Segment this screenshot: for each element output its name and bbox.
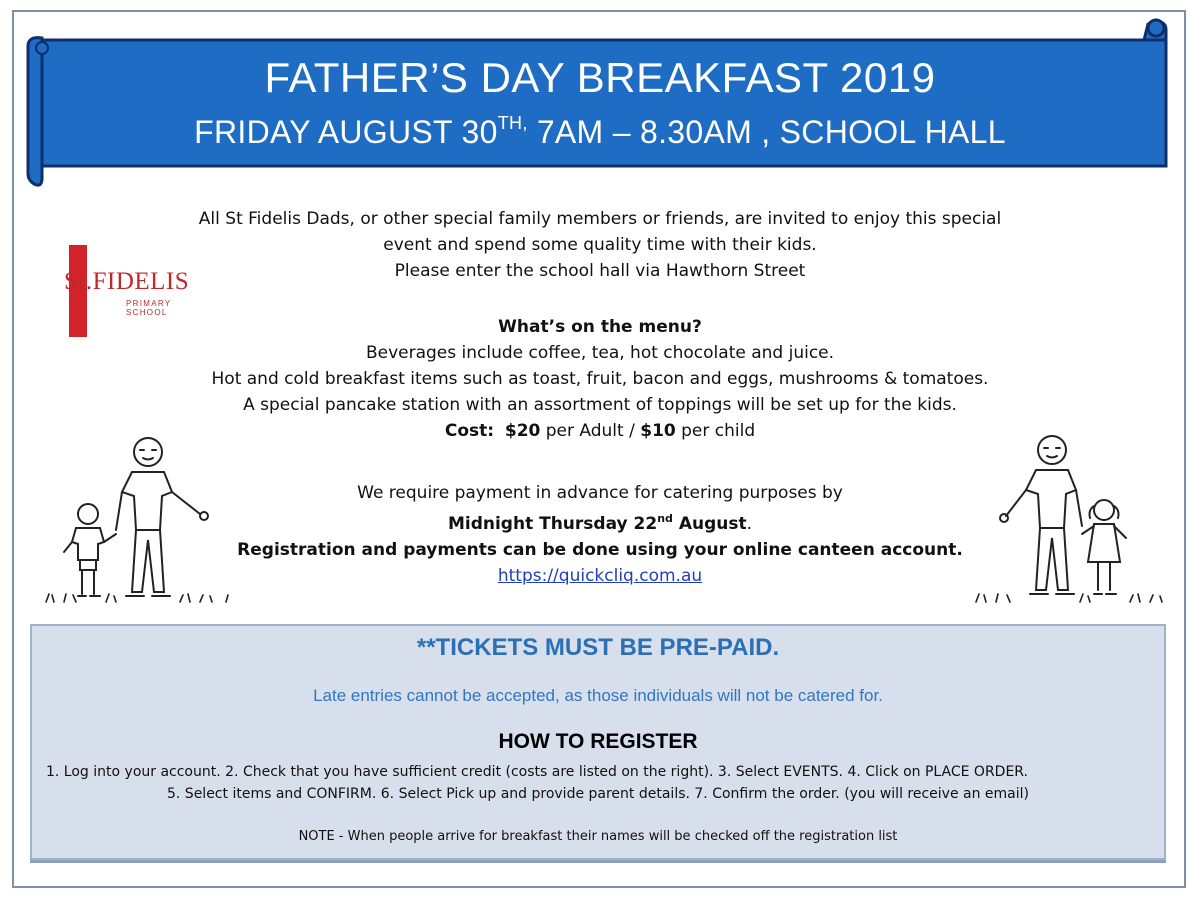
banner-scroll: [20, 16, 1180, 191]
register-steps-line: 5. Select items and CONFIRM. 6. Select Pick up and provide parent details. 7. Confirm the order. (you will receive an email): [167, 786, 1029, 802]
intro-line: Please enter the school hall via Hawthorn Street: [394, 261, 806, 281]
menu-line: Beverages include coffee, tea, hot chocolate and juice.: [365, 343, 835, 363]
banner-title: FATHER’S DAY BREAKFAST 2019: [264, 54, 936, 101]
registration-line: Registration and payments can be done using your online canteen account.: [237, 540, 963, 560]
dad-and-daughter-illustration: [970, 430, 1170, 610]
menu-section: [140, 314, 1060, 444]
register-steps-line: 1. Log into your account. 2. Check that you have sufficient credit (costs are listed on the right). 3. Select EVENTS. 4. Click on PLACE ORDER.: [46, 764, 1028, 780]
dad-and-son-illustration: [40, 430, 240, 610]
logo-subtitle: PRIMARY SCHOOL: [126, 299, 172, 317]
prepaid-notice: **TICKETS MUST BE PRE-PAID.: [416, 634, 780, 661]
logo-name: St.FIDELIS: [64, 268, 190, 295]
intro-text: [140, 206, 1060, 284]
deadline-line: Midnight Thursday 22nd August.: [447, 512, 753, 534]
banner-subtitle: FRIDAY AUGUST $30^{TH,}$ 7AM – 8.30AM , SCHOOL HALL: [194, 113, 1006, 150]
late-entries-notice: Late entries cannot be accepted, as those individuals will not be catered for.: [313, 686, 883, 705]
cost-line: Cost: $20 per Adult / $10 per child: [444, 421, 756, 441]
intro-line: All St Fidelis Dads, or other special family members or friends, are invited to enjoy this special: [198, 209, 1002, 229]
registration-note: NOTE - When people arrive for breakfast their names will be checked off the registration list: [298, 829, 898, 844]
registration-box: [30, 624, 1166, 860]
menu-line: Hot and cold breakfast items such as toast, fruit, bacon and eggs, mushrooms & tomatoes.: [211, 369, 989, 389]
quickcliq-link[interactable]: https://quickcliq.com.au: [497, 566, 703, 586]
menu-heading: What’s on the menu?: [498, 317, 702, 337]
intro-line: event and spend some quality time with their kids.: [383, 235, 817, 255]
how-to-register-heading: HOW TO REGISTER: [498, 730, 698, 753]
payment-section: [140, 480, 1060, 589]
menu-line: A special pancake station with an assortment of toppings will be set up for the kids.: [243, 395, 957, 415]
payment-line: We require payment in advance for catering purposes by: [357, 483, 843, 503]
